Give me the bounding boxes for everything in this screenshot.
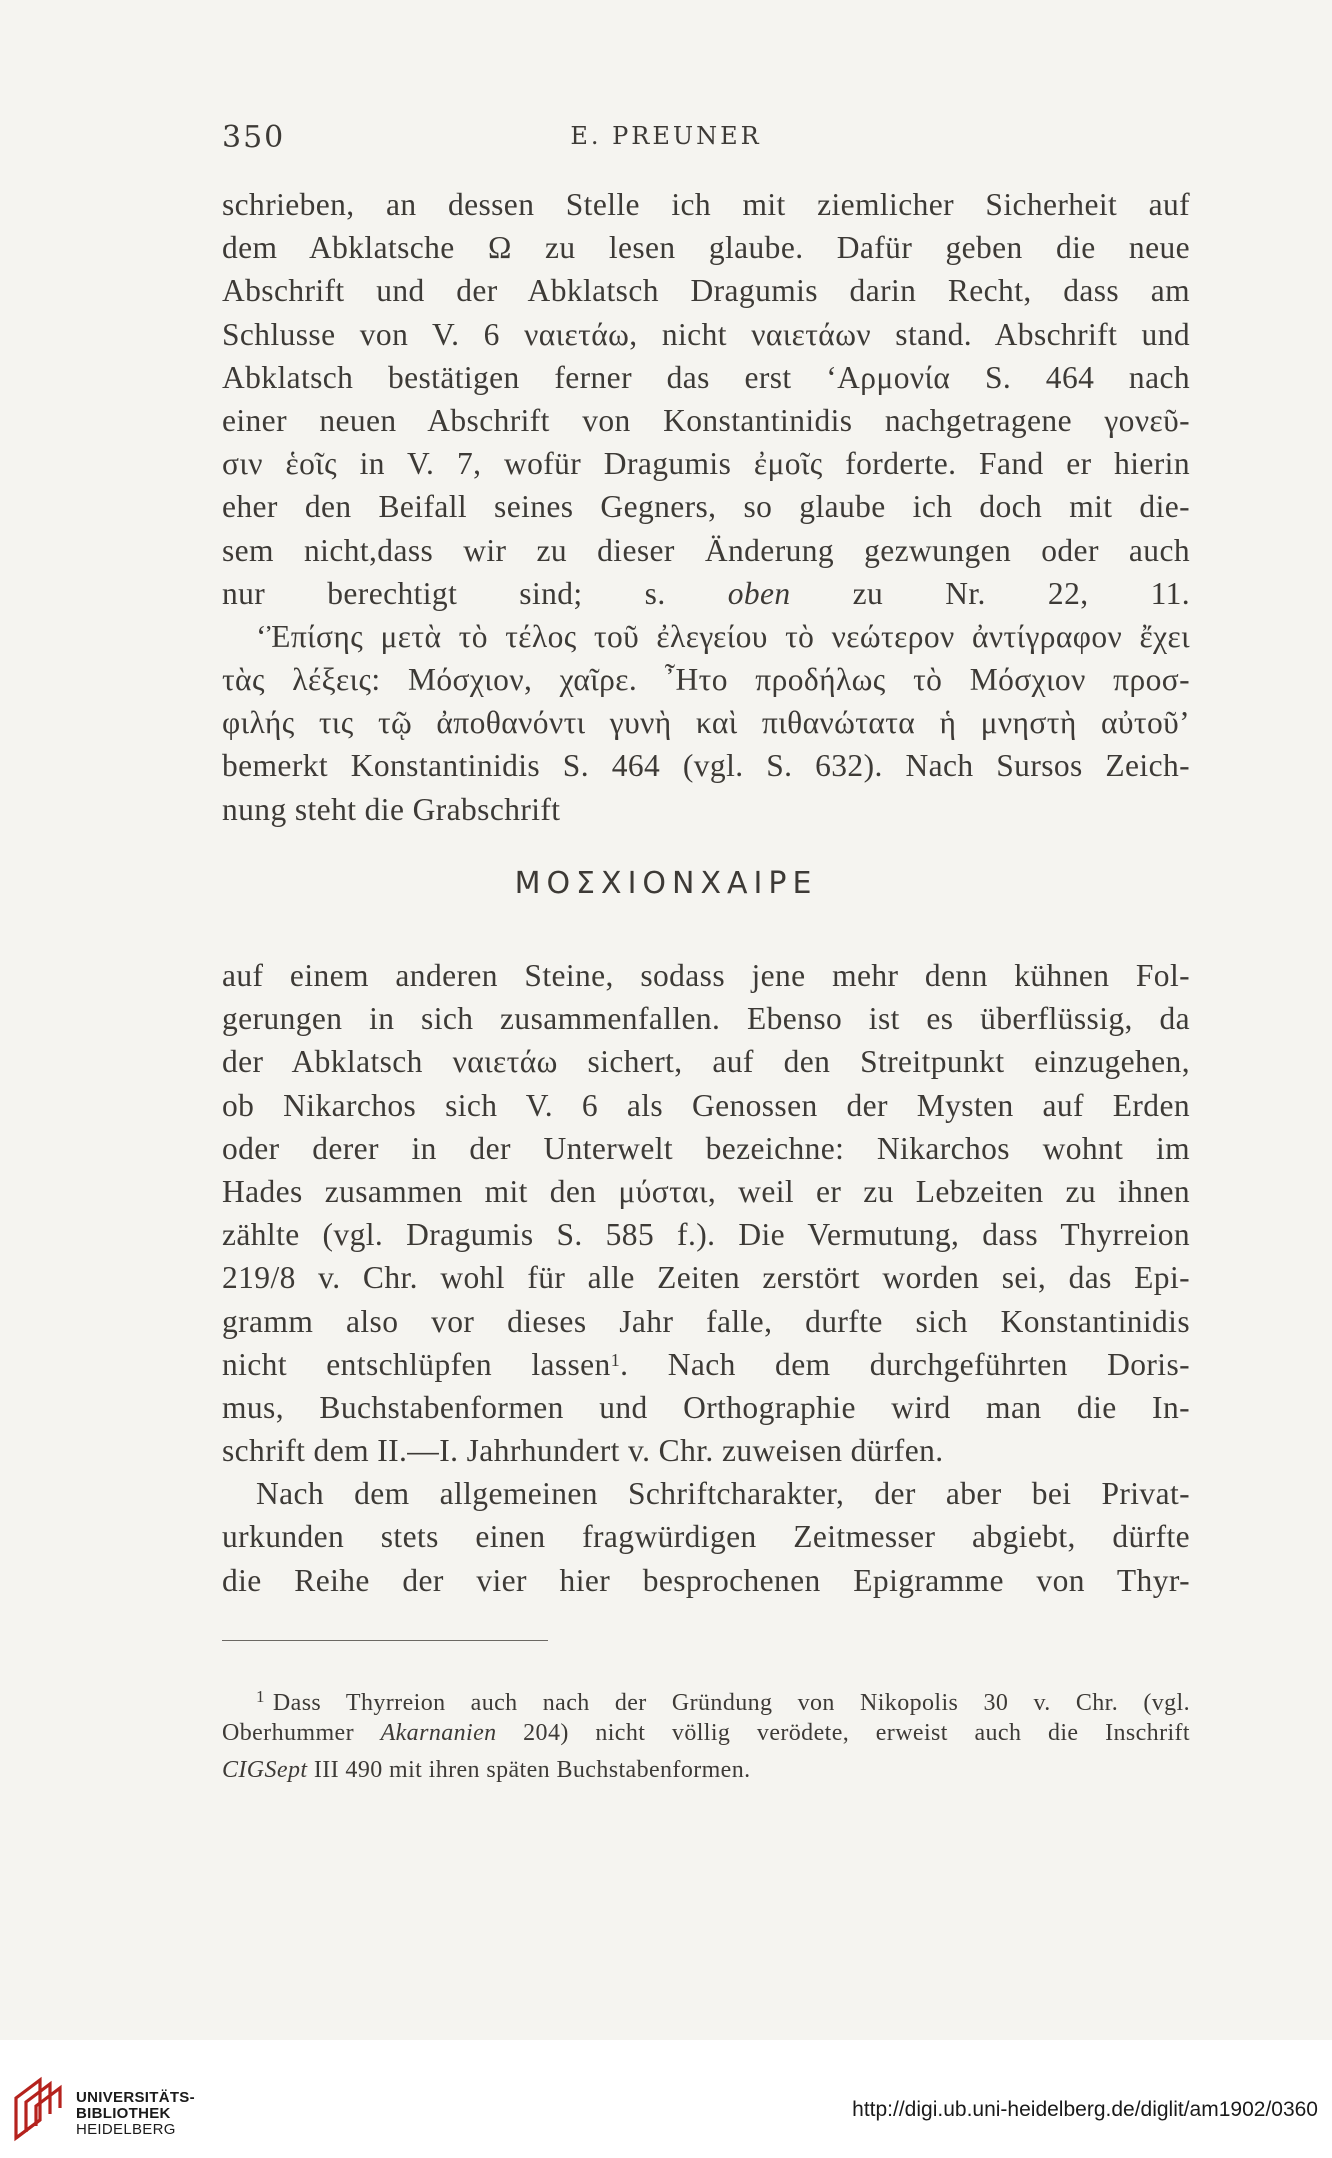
text-line: Abklatsch bestätigen ferner das erst ‘Αρμονία S. 464 nach [222, 359, 1190, 395]
text-line: ob Nikarchos sich V. 6 als Genossen der Mysten auf Erden [222, 1087, 1190, 1123]
source-url-link[interactable]: http://digi.ub.uni-heidelberg.de/diglit/am1902/0360 [852, 2098, 1318, 2121]
text-line: oder derer in der Unterwelt bezeichne: Nikarchos wohnt im [222, 1130, 1190, 1166]
footnote [222, 1678, 1190, 1789]
institution-line: BIBLIOTHEK [76, 2105, 171, 2122]
footnote-divider [222, 1640, 548, 1641]
text-line: τὰς λέξεις: Μόσχιον, χαῖρε. ῏Ητο προδήλως τὸ Μόσχιον προσ- [222, 662, 1190, 698]
institution-name [76, 2090, 195, 2138]
text-line: ‘Ἐπίσης μετὰ τὸ τέλος τοῦ ἐλεγείου τὸ νεώτερον ἀντίγραφον ἔχει [256, 618, 1190, 654]
text-line: φιλής τις τῷ ἀποθανόντι γυνὴ καὶ πιθανώτατα ἡ μνηστὴ αὐτοῦ’ [222, 705, 1190, 741]
text-line: mus, Buchstabenformen und Orthographie wird man die In- [222, 1389, 1190, 1425]
footnote-mark: 1 [256, 1687, 265, 1706]
text-line: dem Abklatsche Ω zu lesen glaube. Dafür geben die neue [222, 230, 1190, 266]
text-block-upper [222, 183, 1190, 831]
text-line: Hades zusammen mit den μύσται, weil er zu Lebzeiten zu ihnen [222, 1173, 1190, 1209]
reference-italic: oben [727, 575, 791, 611]
text-line-with-footnote-ref [222, 1343, 1190, 1386]
text-line: Schlusse von V. 6 ναιετάω, nicht ναιετάων stand. Abschrift und [222, 316, 1190, 352]
text-line: sem nicht,dass wir zu dieser Änderung gezwungen oder auch [222, 532, 1190, 568]
text-before-footnote: nicht entschlüpfen lassen [222, 1346, 611, 1382]
text-line: schrift dem II.—I. Jahrhundert v. Chr. zuweisen dürfen. [222, 1433, 944, 1469]
institution-line: UNIVERSITÄTS- [76, 2089, 195, 2106]
text-line: der Abklatsch ναιετάω sichert, auf den Streitpunkt einzugehen, [222, 1044, 1190, 1080]
footnote-line [222, 1715, 1190, 1752]
reference-text: nur berechtigt sind; s. [222, 575, 666, 611]
footnote-reference[interactable]: 1 [610, 1349, 621, 1370]
text-line: einer neuen Abschrift von Konstantinidis nachgetragene γονεῦ- [222, 402, 1190, 438]
text-line: nung steht die Grabschrift [222, 791, 561, 827]
text-line: bemerkt Konstantinidis S. 464 (vgl. S. 632). Nach Sursos Zeich- [222, 748, 1190, 784]
inscription: ΜΟΣΧΙΟΝΧΑΙΡΕ [514, 866, 818, 901]
digitization-footer [0, 2040, 1332, 2158]
text-line: eher den Beifall seines Gegners, so glaube ich doch mit die- [222, 489, 1190, 525]
text-line: die Reihe der vier hier besprochenen Epigramme von Thyr- [222, 1562, 1190, 1598]
footnote-line [222, 1752, 1190, 1789]
footnote-text: Oberhummer [222, 1720, 381, 1746]
text-block-lower [222, 954, 1190, 1602]
text-line-with-reference [222, 572, 1190, 615]
footnote-italic: Akarnanien [380, 1720, 497, 1746]
reference-rest: zu Nr. 22, 11. [790, 575, 1190, 611]
text-line: Abschrift und der Abklatsch Dragumis darin Recht, dass am [222, 273, 1190, 309]
footnote-text: Dass Thyrreion auch nach der Gründung von Nikopolis 30 v. Chr. (vgl. [272, 1690, 1190, 1716]
footnote-text: III 490 mit ihren späten Buchstabenformen. [307, 1757, 751, 1783]
footnote-italic: CIGSept [222, 1757, 308, 1783]
page-number: 350 [222, 120, 286, 155]
text-line: schrieben, an dessen Stelle ich mit ziemlicher Sicherheit auf [222, 187, 1190, 222]
running-title: E. PREUNER [570, 122, 762, 150]
text-after-footnote: . Nach dem durchgeführten Doris- [620, 1346, 1190, 1382]
library-logo-icon [10, 2076, 66, 2142]
text-line: Nach dem allgemeinen Schriftcharakter, der aber bei Privat- [256, 1476, 1190, 1512]
footnote-line [222, 1678, 1190, 1715]
text-line: σιν ἑοῖς in V. 7, wofür Dragumis ἐμοῖς forderte. Fand er hierin [222, 446, 1190, 482]
text-line: 219/8 v. Chr. wohl für alle Zeiten zerstört worden sei, das Epi- [222, 1260, 1190, 1296]
text-line: gerungen in sich zusammenfallen. Ebenso ist es überflüssig, da [222, 1001, 1190, 1037]
text-line: auf einem anderen Steine, sodass jene mehr denn kühnen Fol- [222, 958, 1190, 993]
footnote-text: 204) nicht völlig verödete, erweist auch die Inschrift [496, 1720, 1190, 1746]
institution-line: HEIDELBERG [76, 2121, 176, 2138]
text-line: urkunden stets einen fragwürdigen Zeitmesser abgiebt, dürfte [222, 1519, 1190, 1555]
text-line: zählte (vgl. Dragumis S. 585 f.). Die Vermutung, dass Thyrreion [222, 1217, 1190, 1253]
text-line: gramm also vor dieses Jahr falle, durfte sich Konstantinidis [222, 1303, 1190, 1339]
